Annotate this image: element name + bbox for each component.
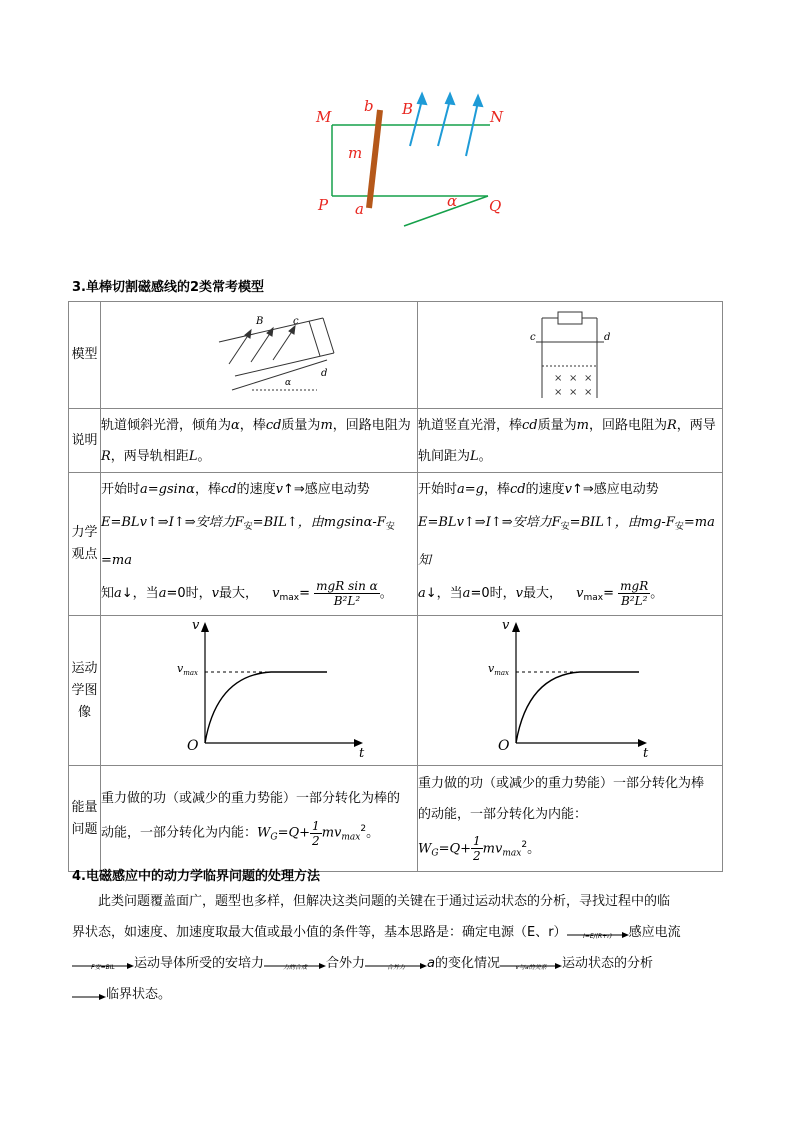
arrow-v-a-relation: v与a的关系: [500, 957, 562, 971]
arrow-ampere-force: F安=BIL: [72, 957, 134, 971]
cross-3: ×: [584, 373, 593, 384]
label-N: N: [490, 108, 504, 126]
graph-v-label: v: [502, 618, 510, 633]
section-4-line-1: 此类问题覆盖面广，题型也多样，但解决这类问题的关键在于通过运动状态的分析，寻找过程中的临: [98, 894, 671, 909]
incline-label-d: d: [321, 368, 328, 379]
energy-vertical: 重力做的功（或减少的重力势能）一部分转化为棒 的动能，一部分转化为内能： $W_G=Q+$ $\frac{1}{2}$ $mv_{max}^2$。: [418, 766, 723, 872]
incline-label-alpha: α: [285, 378, 292, 388]
section-4-line-3: F安=BIL 运动导体所受的安培力 力的合成 合外力 合外力 a的变化情况 v与a的关系 运动状态的分析: [72, 948, 724, 979]
section-3-heading: 3.单棒切割磁感线的2类常考模型: [72, 280, 265, 295]
label-M: M: [316, 108, 332, 126]
vmax-fraction-vertical: $\frac{\text{mgR}}{\text{B²L²}}$: [620, 579, 649, 608]
section-4-body: [72, 886, 724, 1010]
incline-diagram-cell: [101, 302, 418, 409]
incline-label-B: B: [256, 316, 264, 327]
label-b: b: [364, 97, 374, 115]
desc-vertical: 轨道竖直光滑，棒cd质量为m，回路电阻为R，两导轨间距为L。: [418, 409, 723, 473]
vertical-diagram-cell: [418, 302, 723, 409]
graph-vmax-label: $v_{max}$: [488, 662, 509, 677]
energy-incline: 重力做的功（或减少的重力势能）一部分转化为棒的 动能，一部分转化为内能：$W_G=Q+$ $\frac{1}{2}$ $mv_{max}^2$。: [101, 766, 418, 872]
graph-origin-label: O: [187, 738, 199, 754]
graph-t-label: t: [359, 746, 365, 761]
label-B: B: [402, 100, 414, 118]
incline-base: [404, 196, 488, 226]
graph-cell-vertical: [418, 616, 723, 766]
cross-6: ×: [584, 387, 593, 398]
graph-v-label: v: [192, 618, 200, 633]
vt-graph-incline: [101, 616, 418, 765]
row-label-dynamics: 力学观点: [69, 473, 101, 616]
label-P: P: [318, 196, 329, 214]
table-row-energy: [69, 766, 723, 872]
vertical-diagram: [418, 302, 723, 408]
section-4-line-4: 临界状态。: [72, 979, 724, 1010]
row-label-energy: 能量问题: [69, 766, 101, 872]
section-4-heading: 4.电磁感应中的动力学临界问题的处理方法: [72, 869, 320, 884]
dynamics-vertical: 开始时a=g，棒cd的速度v↑⇒感应电动势 E=BLv↑⇒I↑⇒安培力$F_安=BIL↑$，由$mg-F_安=ma$知 a↓，当a=0时，v最大， $v_{max}=$ $\frac{\text{mgR}}{\text{B²L²}}$ 。: [418, 473, 723, 616]
graph-vmax-label: $v_{max}$: [177, 662, 198, 677]
incline-label-c: c: [293, 316, 299, 327]
field-crosses: [554, 373, 592, 398]
table-row-desc: [69, 409, 723, 473]
vertical-label-d: d: [604, 332, 611, 343]
label-alpha: α: [447, 192, 458, 210]
models-table: [68, 301, 723, 872]
vt-graph-vertical: [418, 616, 723, 765]
cross-4: ×: [554, 387, 563, 398]
cross-5: ×: [569, 387, 578, 398]
graph-cell-incline: [101, 616, 418, 766]
desc-incline: 轨道倾斜光滑，倾角为α，棒cd质量为m，回路电阻为R，两导轨相距L。: [101, 409, 418, 473]
table-row-dynamics: [69, 473, 723, 616]
table-row-graph: [69, 616, 723, 766]
table-row-model: [69, 302, 723, 409]
vertical-label-c: c: [530, 332, 536, 343]
label-Q: Q: [489, 197, 502, 215]
arrow-ohm-law: I=E/(R+r): [567, 926, 629, 940]
section-4-line-2: 界状态，如速度、加速度取最大值或最小值的条件等，基本思路是：确定电源（E、r） I=E/(R+r) 感应电流: [72, 925, 681, 940]
dynamics-incline: 开始时a=gsinα，棒cd的速度v↑⇒感应电动势 E=BLv↑⇒I↑⇒安培力$F_安=BIL↑$，由mgsinα-$F_安=ma$ 知a↓，当a=0时，v最大， $v_{max}=$ $\frac{\text{mgR sin α}}{\text{B²L²}}$ 。: [101, 473, 418, 616]
graph-origin-label: O: [498, 738, 510, 754]
row-label-model: 模型: [69, 302, 101, 409]
label-m: m: [348, 144, 363, 162]
arrow-critical: [72, 988, 106, 1002]
cross-1: ×: [554, 373, 563, 384]
label-a: a: [355, 200, 364, 218]
cross-2: ×: [569, 373, 578, 384]
graph-t-label: t: [643, 746, 649, 761]
row-label-desc: 说明: [69, 409, 101, 473]
row-label-graph: 运动学图像: [69, 616, 101, 766]
arrow-force-composition: 力的合成: [264, 957, 326, 971]
vmax-fraction-incline: $\frac{\text{mgR sin α}}{\text{B²L²}}$: [316, 579, 378, 608]
arrow-net-force: 合外力: [365, 957, 427, 971]
